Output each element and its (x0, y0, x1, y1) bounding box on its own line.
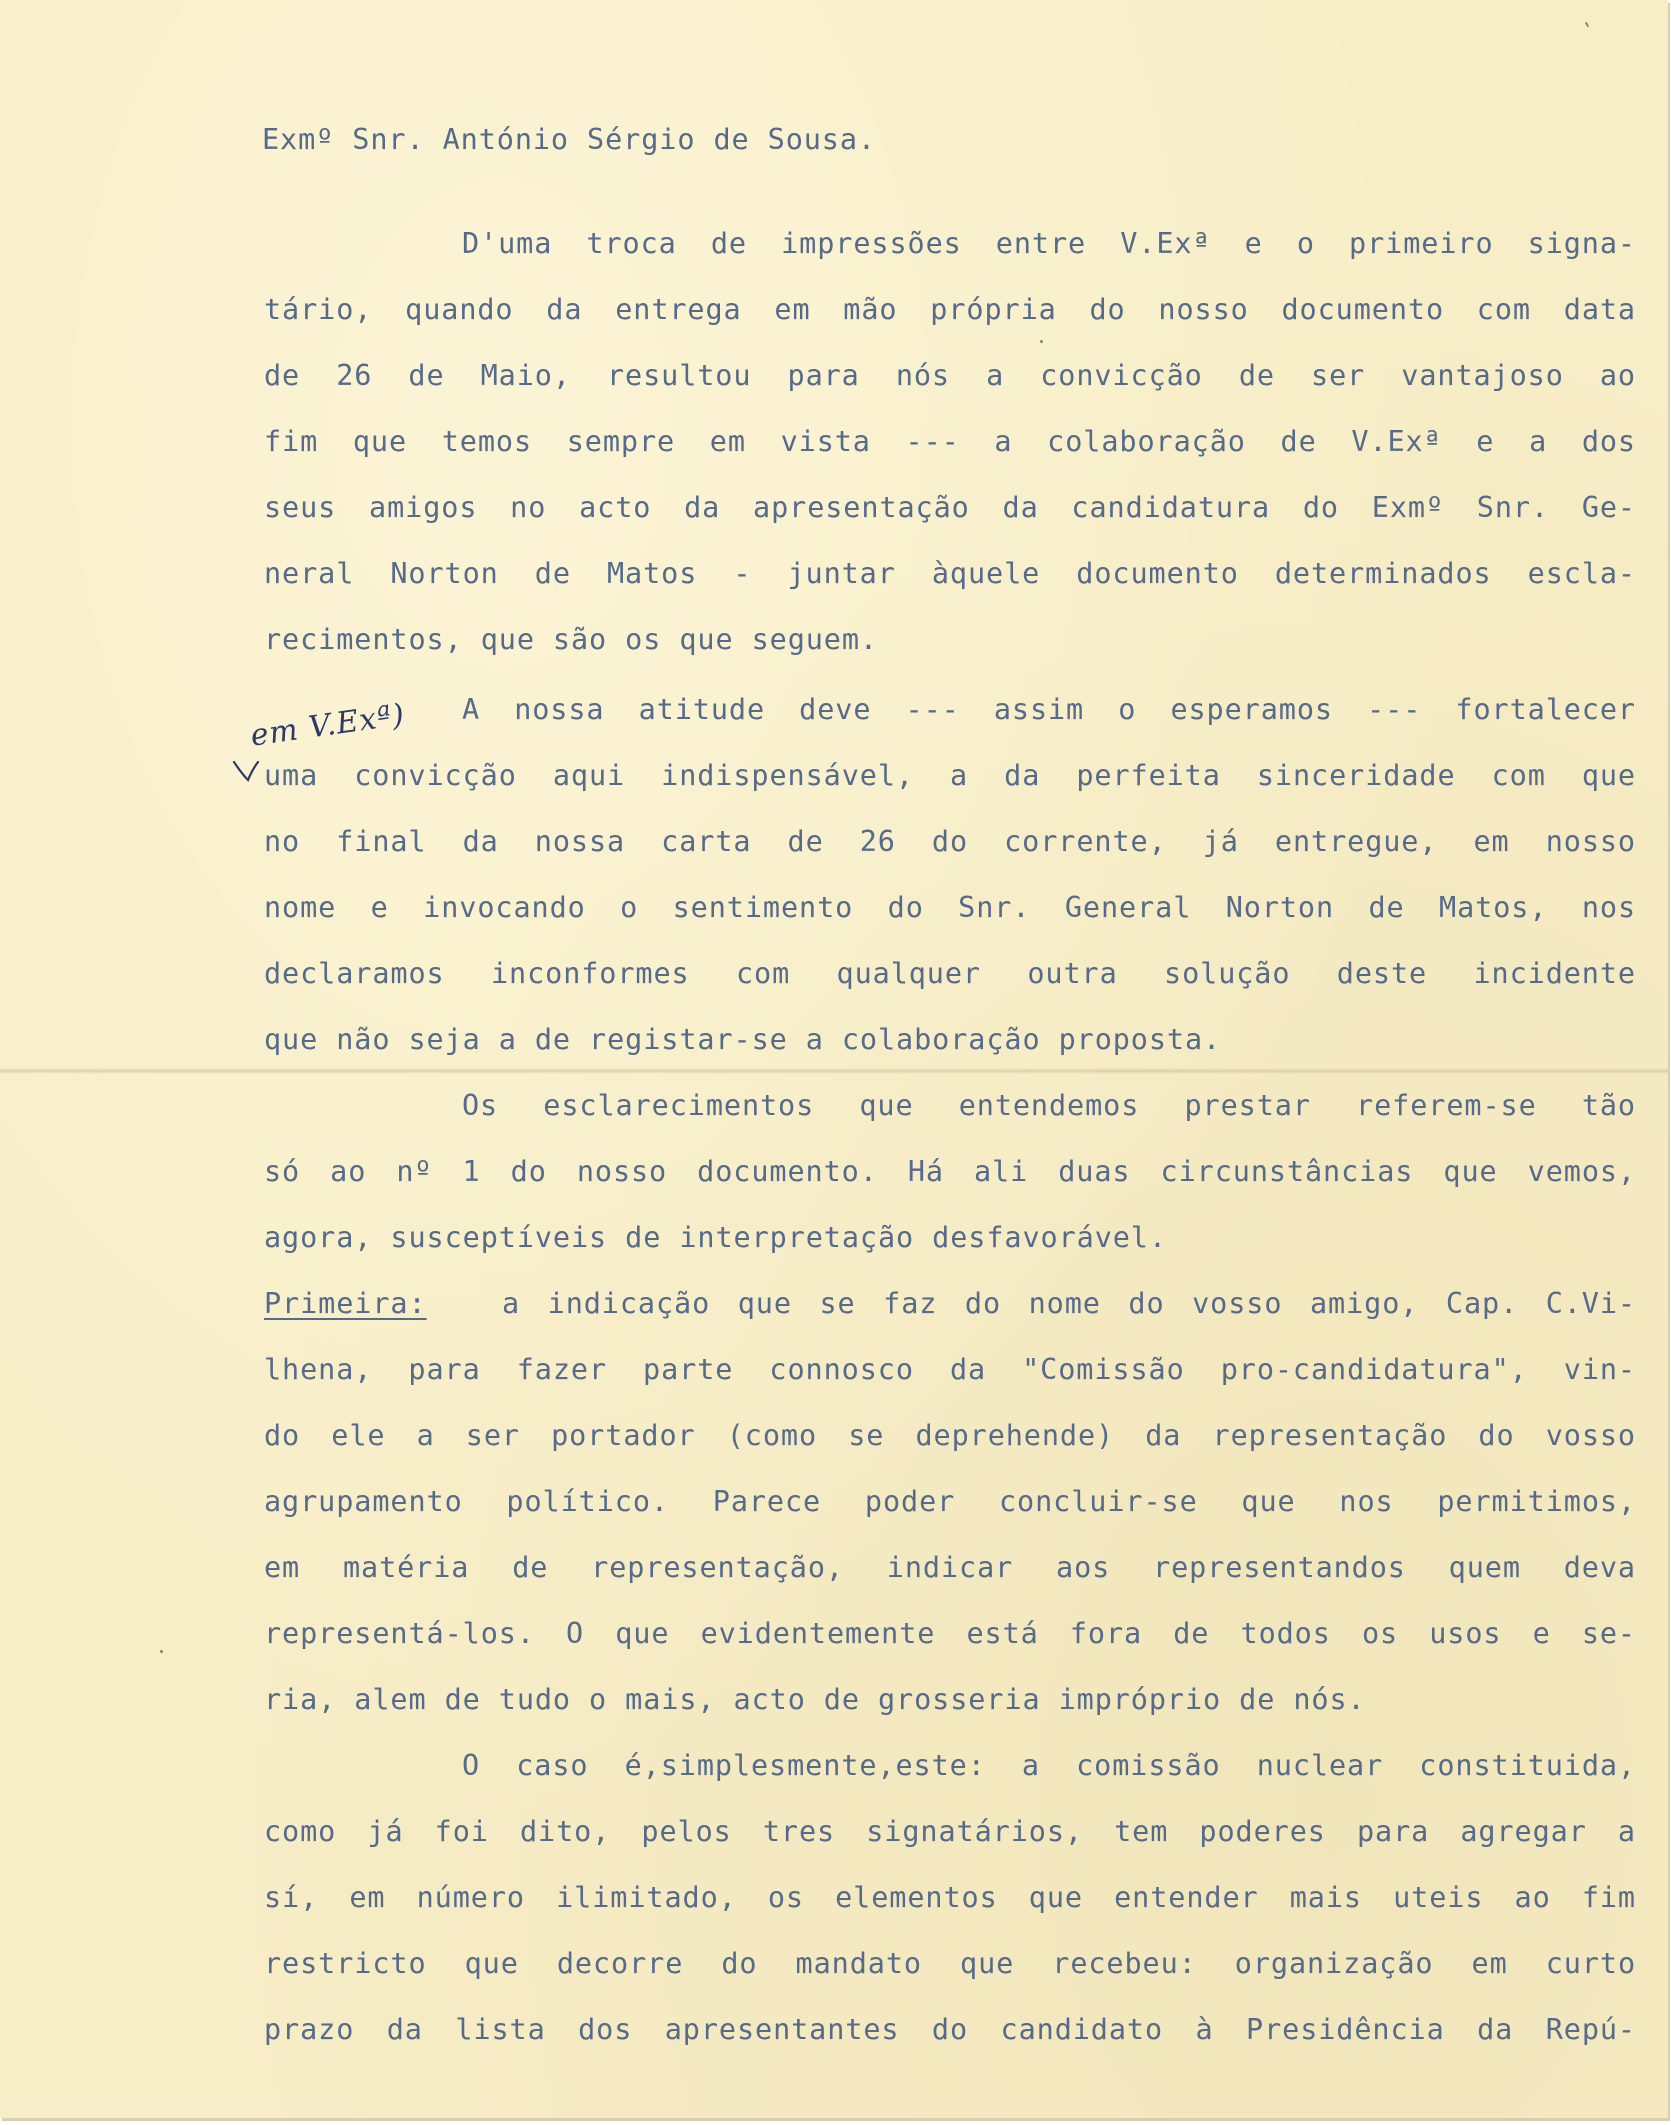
letter-line-20: agrupamento político. Parece poder concluir-se que nos permitimos, (264, 1485, 1636, 1518)
letter-line-5: seus amigos no acto da apresentação da candidatura do Exmº Snr. Ge- (264, 491, 1636, 524)
letter-line-19: do ele a ser portador (como se deprehende) da representação do vosso (264, 1419, 1636, 1452)
letter-line-4: fim que temos sempre em vista --- a colaboração de V.Exª e a dos (264, 425, 1636, 458)
letter-line-22: representá-los. O que evidentemente está fora de todos os usos e se- (264, 1617, 1636, 1650)
primeira-label: Primeira: (264, 1287, 427, 1320)
letter-line-27: restricto que decorre do mandato que recebeu: organização em curto (264, 1947, 1636, 1980)
letter-line-7: recimentos, que são os que seguem. (264, 623, 878, 656)
letter-line-3: de 26 de Maio, resultou para nós a convicção de ser vantajoso ao (264, 359, 1636, 392)
letter-line-17: a indicação que se faz do nome do vosso amigo, Cap. C.Vi- (502, 1287, 1636, 1320)
letter-line-28: prazo da lista dos apresentantes do candidato à Presidência da Repú- (264, 2013, 1636, 2046)
letter-line-13: que não seja a de registar-se a colaboração proposta. (264, 1023, 1222, 1056)
paper-speck (1585, 22, 1589, 27)
letter-line-23: ria, alem de tudo o mais, acto de grosseria impróprio de nós. (264, 1683, 1366, 1716)
letter-line-10: no final da nossa carta de 26 do corrente, já entregue, em nosso (264, 825, 1636, 858)
letter-line-25: como já foi dito, pelos tres signatários, tem poderes para agregar a (264, 1815, 1636, 1848)
letter-line-11: nome e invocando o sentimento do Snr. General Norton de Matos, nos (264, 891, 1636, 924)
paper-fold (0, 1068, 1668, 1074)
letter-line-6: neral Norton de Matos - juntar àquele documento determinados escla- (264, 557, 1636, 590)
handwritten-insert-mark (232, 760, 260, 782)
letter-line-15: só ao nº 1 do nosso documento. Há ali duas circunstâncias que vemos, (264, 1155, 1636, 1188)
letter-line-24: O caso é,simplesmente,este: a comissão nuclear constituida, (462, 1749, 1636, 1782)
letter-line-2: tário, quando da entrega em mão própria do nosso documento com data (264, 293, 1636, 326)
handwritten-note: em V.Exª) (248, 697, 408, 754)
letter-line-1: D'uma troca de impressões entre V.Exª e o primeiro signa- (462, 227, 1636, 260)
paper-speck (1039, 339, 1043, 343)
letter-line-18: lhena, para fazer parte connosco da "Comissão pro-candidatura", vin- (264, 1353, 1636, 1386)
letter-line-12: declaramos inconformes com qualquer outra solução deste incidente (264, 957, 1636, 990)
letter-line-26: sí, em número ilimitado, os elementos que entender mais uteis ao fim (264, 1881, 1636, 1914)
salutation: Exmº Snr. António Sérgio de Sousa. (262, 123, 876, 156)
letter-line-21: em matéria de representação, indicar aos representandos quem deva (264, 1551, 1636, 1584)
letter-line-14: Os esclarecimentos que entendemos prestar referem-se tão (462, 1089, 1636, 1122)
letter-line-8: A nossa atitude deve --- assim o esperamos --- fortalecer (462, 693, 1636, 726)
paper-speck (159, 1649, 163, 1653)
letter-line-9: uma convicção aqui indispensável, a da perfeita sinceridade com que (264, 759, 1636, 792)
letter-line-16: agora, susceptíveis de interpretação desfavorável. (264, 1221, 1167, 1254)
